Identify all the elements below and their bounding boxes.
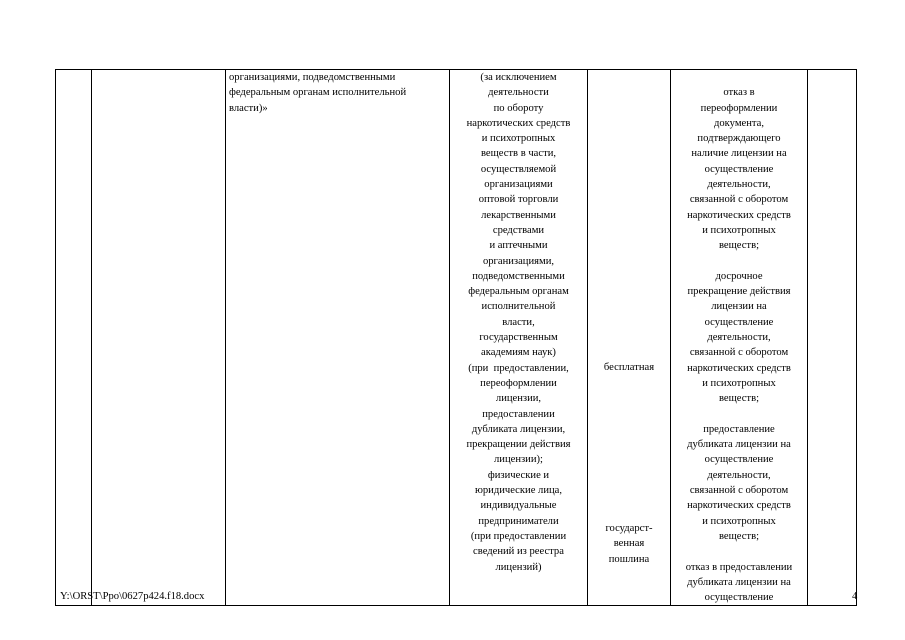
footer-file-path: Y:\ORST\Ppo\0627p424.f18.docx [60,591,205,602]
result-text: отказ в переоформлении документа, подтверждающего наличие лицензии на осуществление деятельности, связанной с оборотом наркотических средств и психотропных веществ; досрочное прекращение действия лицензии на осуществление деятельности, связанной с оборотом наркотических средств и психотропных веществ; предоставление дубликата лицензии на осуществление деятельности, связанной с оборотом наркотических средств и психотропных веществ; отказ в предоставлении дубликата лицензии на осуществление [685,87,793,604]
table-row [56,70,857,606]
applicants-text: (за исключением деятельности по обороту наркотических средств и психотропных веществ в части, осуществляемой организациями оптовой торговли лекарственными средствами и аптечными организациями, подведомственными федеральным органам исполнительной власти, государственным академиям наук) (при предоставлении, переоформлении лицензии, предоставлении дубликата лицензии, прекращении действия лицензии); физические и юридические лица, индивидуальные предприниматели (при предоставлении сведений из реестра лицензий) [466,72,571,573]
footer-page-number: 4 [852,591,858,602]
cell-service [92,70,226,606]
fee-duty-text: государст- венная пошлина [605,523,653,565]
cell-applicants [450,70,588,606]
cell-result [671,70,808,606]
cell-number [56,70,92,606]
licensing-table [55,69,857,606]
cell-fee [588,70,671,606]
fee-free-text: бесплатная [603,362,655,373]
cell-extra [808,70,857,606]
cell-authority [226,70,450,606]
authority-text: организациями, подведомственными федеральным органам исполнительной власти)» [229,72,407,114]
